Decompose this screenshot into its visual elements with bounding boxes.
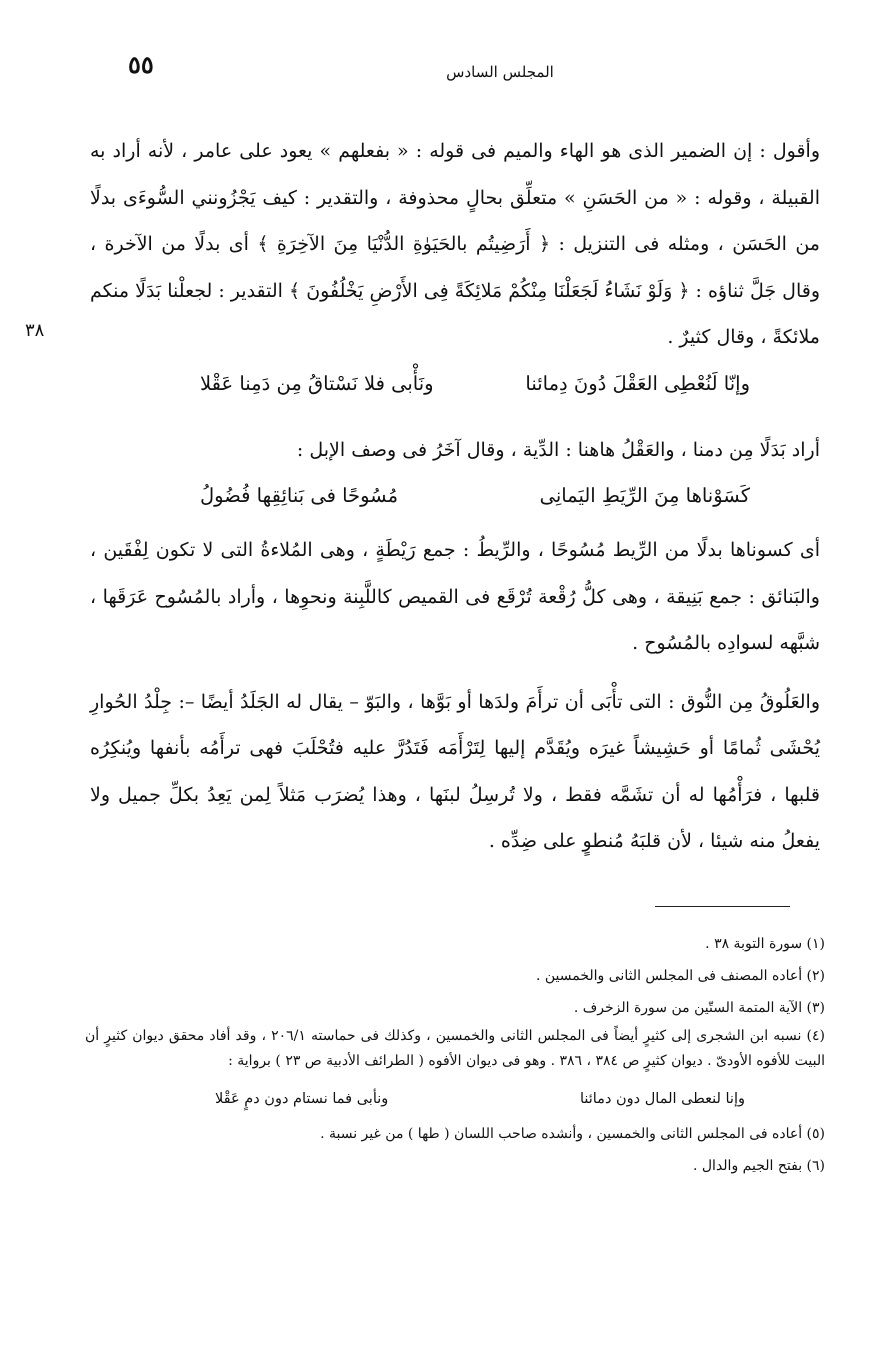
running-head: المجلس السادس (446, 63, 554, 81)
verse-1 (90, 361, 820, 407)
footnote-4-hemistich-2: ونأبى فما نستام دون دمٍ عَقْلا (215, 1091, 389, 1107)
paragraph-2: أراد بَدَلًا مِن دمنا ، والعَقْلُ هاهنا : الدِّية ، وقال آخَرُ فى وصف الإبل : (296, 438, 820, 461)
verse-2-hemistich-2: مُسُوحًا فى بَنائِقِها فُضُولُ (200, 484, 399, 507)
verse-1-hemistich-1: وإنّا لَنُعْطِى العَقْلَ دُونَ دِمائنا (525, 371, 750, 395)
page-number: ٥٥ (128, 50, 154, 79)
verse-2-hemistich-1: كَسَوْناها مِنَ الرِّيَطِ اليَمانِى (539, 484, 750, 507)
footnote-3: (٣) الآية المتمة الستّين من سورة الزخرف . (573, 1000, 825, 1016)
paragraph-1: وأقول : إن الضمير الذى هو الهاء والميم فى قوله : « بفعلهم » يعود على عامر ، لأنه أراد به القبيلة ، وقوله : « من الحَسَنِ » متعلِّق بحالٍ محذوفة ، والتقدير : كيف يَجْزُونني السُّوءَى بدلًا من الحَسَن ، ومثله فى التنزيل : ﴿ أَرَضِيتُم بالحَيَوٰةِ الدُّنْيَا مِنَ الآخِرَةِ ﴾ أى بدلًا من الآخرة ، وقال جَلَّ ثناؤه : ﴿ وَلَوْ نَشَاءُ لَجَعَلْنَا مِنْكُمْ مَلائِكَةً فِى الأَرْضِ يَخْلُفُونَ ﴾ التقدير : لجعلْنا بَدَلًا منكم ملائكةً ، وقال كثيرٌ . (90, 140, 820, 348)
footnote-4-hemistich-1: وإنا لنعطى المال دون دمائنا (579, 1091, 745, 1107)
margin-reference-number: ٣٨ (25, 320, 45, 341)
footnote-6: (٦) بفتح الجيم والدال . (692, 1158, 825, 1174)
verse-1-hemistich-2: ونَأْبى فلا نَسْتاقُ مِن دَمِنا عَقْلا (200, 371, 434, 395)
footnote-1: (١) سورة التوبة ٣٨ . (705, 936, 825, 952)
footnotes (85, 928, 825, 1182)
paragraph-3: أى كسوناها بدلًا من الرِّيط مُسُوحًا ، والرِّيطُ : جمع رَيْطَةٍ ، وهى المُلاءةُ التى لا تكون لِفْقَين ، والبَنائق : جمع بَنِيقة ، وهى كلُّ رُقْعة تُرْقَع فى القميص كاللَّبِنة ونحوِها ، وأراد بالمُسُوح عَرَقَها ، شبَّهه لسوادِه بالمُسُوح . (90, 539, 820, 654)
footnote-4: (٤) نسبه ابن الشجرى إلى كثيرٍ أيضاً فى المجلس الثانى والخمسين ، وكذلك فى حماسته ٢٠٦/١ ، وقد أفاد محقق ديوان كثيرٍ أن البيت للأفوه الأودىّ . ديوان كثيرٍ ص ٣٨٤ ، ٣٨٦ . وهو فى ديوان الأفوه ( الطرائف الأدبية ص ٢٣ ) برواية : (85, 1028, 825, 1069)
main-text (90, 128, 820, 865)
footnote-divider (655, 906, 790, 907)
footnote-2: (٢) أعاده المصنف فى المجلس الثانى والخمسين . (535, 968, 825, 984)
paragraph-4: والعَلُوقُ مِن النُّوق : التى تأْبَى أن ترأَمَ ولدَها أو بَوَّها ، والبَوّ – يقال له الجَلَدُ أيضًا –: جِلْدُ الحُوارِ يُحْشَى ثُمامًا أو حَشِيشاً غيرَه ويُقَدَّم إليها لِتَرْأَمَه فَتَدُرَّ عليه فتُحْلَبَ فهى ترأَمُه بأنفها ويُنكِرُه قلبها ، فرَأْمُها له أن تشَمَّه فقط ، ولا تُرسِلُ لبنَها ، وهذا يُضرَب مَثلاً لِمن يَعِدُ بكلِّ جميل ولا يفعلُ منه شيئا ، لأن قلبَهُ مُنطوٍ على ضِدِّه . (90, 690, 820, 852)
footnote-5: (٥) أعاده فى المجلس الثانى والخمسين ، وأنشده صاحب اللسان ( طها ) من غير نسبة . (320, 1126, 825, 1142)
footnote-4-verse (85, 1074, 825, 1118)
verse-2 (90, 473, 820, 519)
